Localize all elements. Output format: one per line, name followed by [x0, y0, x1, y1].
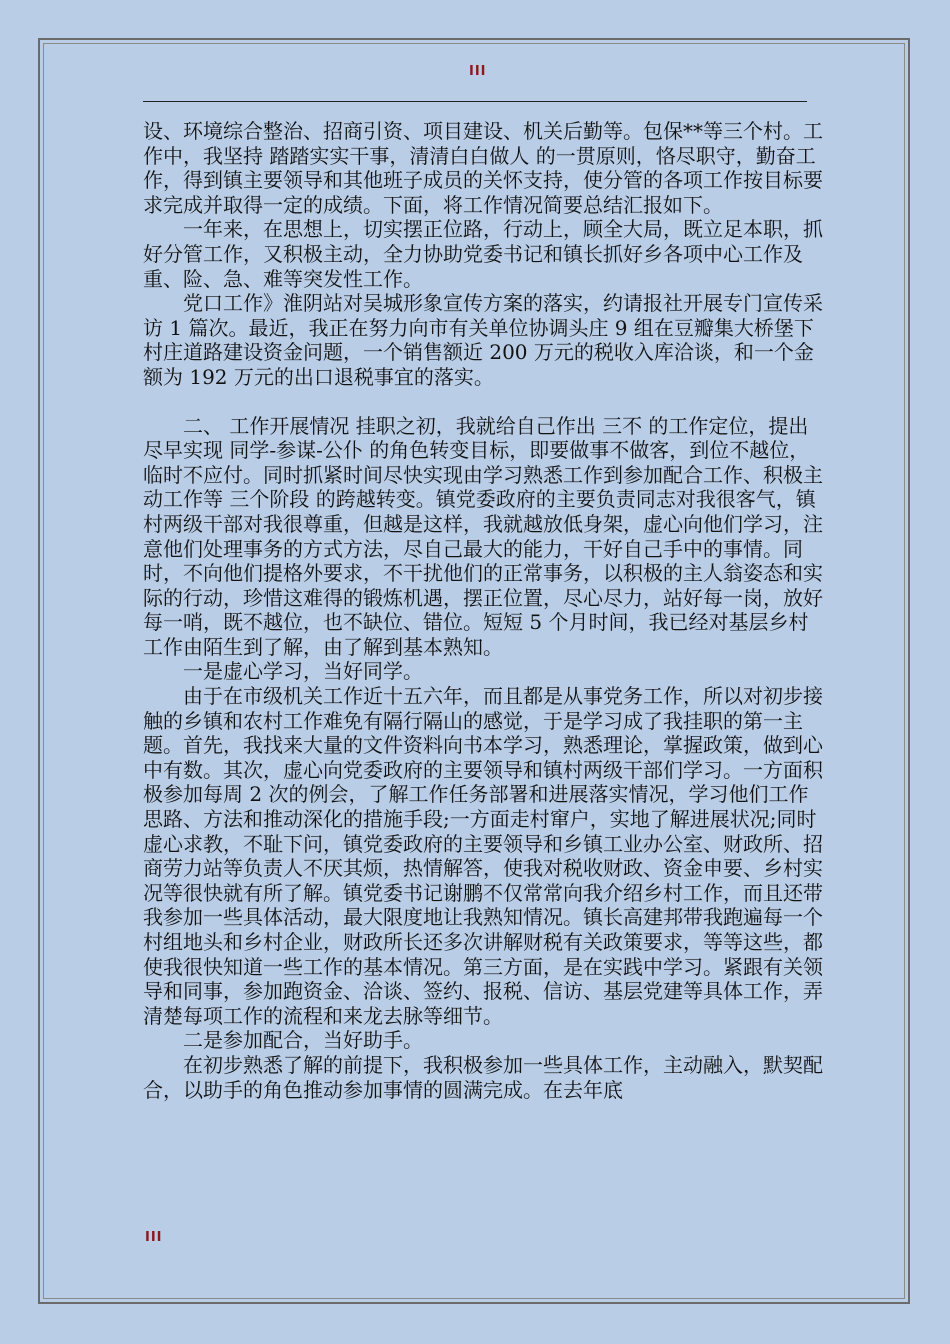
- paragraph-learning: 由于在市级机关工作近十五六年，而且都是从事党务工作，所以对初步接触的乡镇和农村工作难免有隔行隔山的感觉，于是学习成了我挂职的第一主题。首先，我找来大量的文件资料向书本学习，熟悉理论，掌握政策，做到心中有数。其次，虚心向党委政府的主要领导和镇村两级干部们学习。一方面积极参加每周 2 次的例会，了解工作任务部署和进展落实情况，学习他们工作思路、方法和推动深化的措施手段;一方面走村窜户，实地了解进展状况;同时虚心求教，不耻下问，镇党委政府的主要领导和乡镇工业办公室、财政所、招商劳力站等负责人不厌其烦，热情解答，使我对税收财政、资金申要、乡村实况等很快就有所了解。镇党委书记谢鹏不仅常常向我介绍乡村工作，而且还带我参加一些具体活动，最大限度地让我熟知情况。镇长高建邦带我跑遍每一个村组地头和乡村企业，财政所长还多次讲解财税有关政策要求，等等这些，都使我很快知道一些工作的基本情况。第三方面，是在实践中学习。紧跟有关领导和同事，参加跑资金、洽谈、签约、报税、信访、基层党建等具体工作，弄清楚每项工作的流程和来龙去脉等细节。: [143, 684, 823, 1028]
- subheading-assisting: 二是参加配合，当好助手。: [143, 1028, 423, 1053]
- header-page-mark: III: [469, 64, 487, 79]
- header-divider: [143, 101, 807, 102]
- paragraph-assisting: 在初步熟悉了解的前提下，我积极参加一些具体工作，主动融入，默契配合，以助手的角色推动参加事情的圆满完成。在去年底: [143, 1052, 823, 1102]
- paragraph-work-status: 二、 工作开展情况 挂职之初，我就给自己作出 三不 的工作定位，提出尽早实现 同学-参谋-公仆 的角色转变目标，即要做事不做客，到位不越位，临时不应付。同时抓紧时间尽快实现由学习熟悉工作到参加配合工作、积极主动工作等 三个阶段 的跨越转变。镇党委政府的主要负责同志对我很客气，镇村两级干部对我很尊重，但越是这样，我就越放低身架，虚心向他们学习，注意他们处理事务的方式方法，尽自己最大的能力，干好自己手中的事情。同时，不向他们提格外要求，不干扰他们的正常事务，以积极的主人翁姿态和实际的行动，珍惜这难得的锻炼机遇，摆正位置，尽心尽力，站好每一岗，放好每一哨，既不越位，也不缺位、错位。短短 5 个月时间，我已经对基层乡村工作由陌生到了解，由了解到基本熟知。: [143, 413, 823, 659]
- footer-page-mark: III: [145, 1230, 163, 1245]
- document-body: [143, 119, 823, 1102]
- paragraph-publicity: 党口工作》淮阴站对吴城形象宣传方案的落实，约请报社开展专门宣传采访 1 篇次。最近，我正在努力向市有关单位协调头庄 9 组在豆瓣集大桥堡下村庄道路建设资金问题，一个销售额近 200 万元的税收入库洽谈，和一个金额为 192 万元的出口退税事宜的落实。: [143, 291, 823, 389]
- subheading-learning: 一是虚心学习，当好同学。: [143, 659, 423, 684]
- paragraph-intro: 设、环境综合整治、招商引资、项目建设、机关后勤等。包保**等三个村。工作中，我坚持 踏踏实实干事，清清白白做人 的一贯原则，恪尽职守，勤奋工作，得到镇主要领导和其他班子成员的关怀支持，使分管的各项工作按目标要求完成并取得一定的成绩。下面，将工作情况简要总结汇报如下。: [143, 119, 823, 217]
- paragraph-overview: 一年来，在思想上，切实摆正位路，行动上，顾全大局，既立足本职，抓好分管工作，又积极主动，全力协助党委书记和镇长抓好乡各项中心工作及重、险、急、难等突发性工作。: [143, 217, 823, 291]
